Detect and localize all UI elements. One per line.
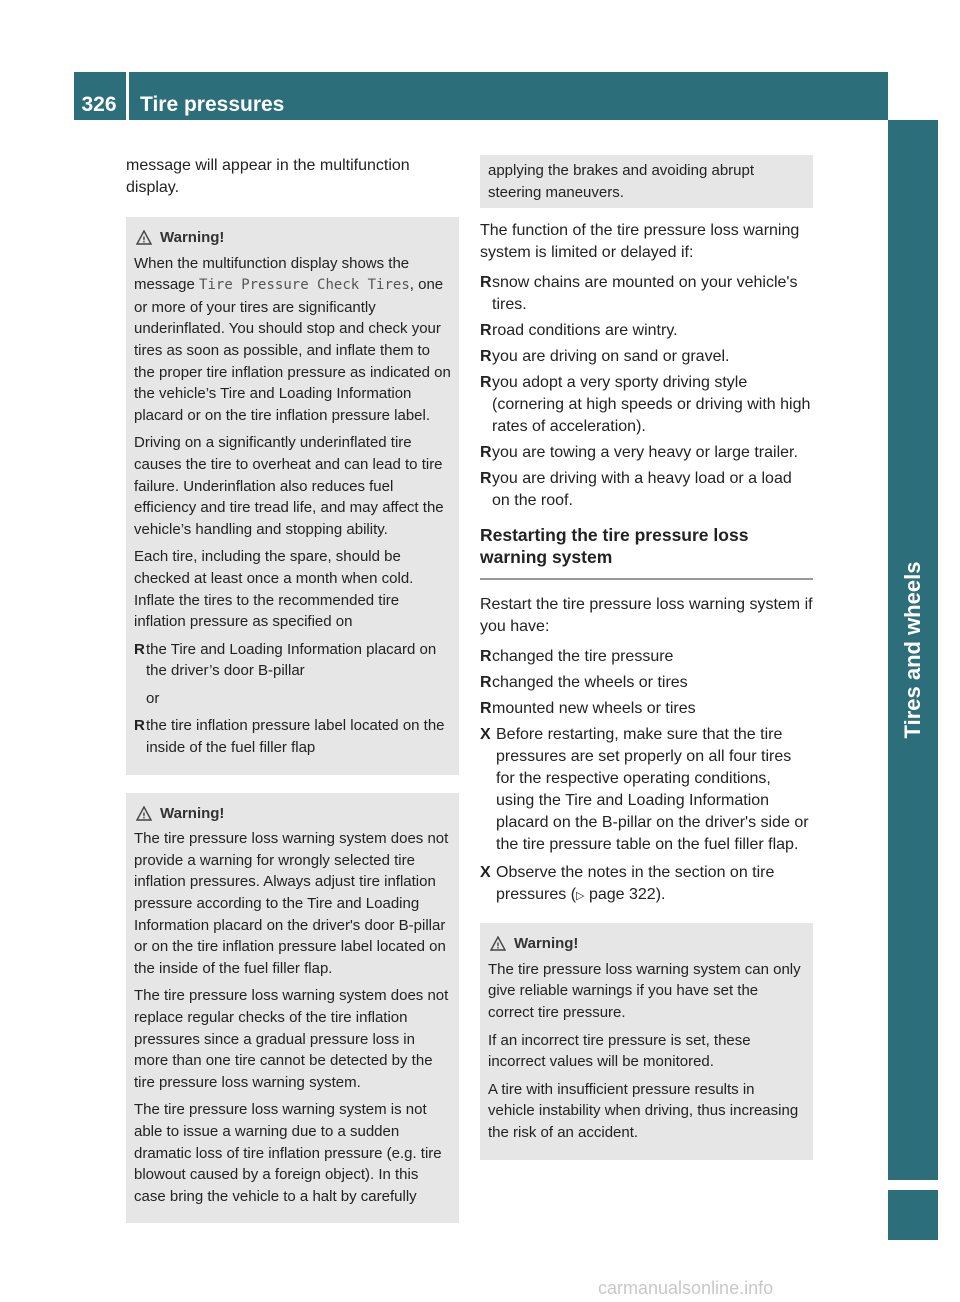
warning-paragraph: applying the brakes and avoiding abrupt steering maneuvers. xyxy=(488,162,755,201)
list-item: R snow chains are mounted on your vehicle's tires. xyxy=(480,274,798,314)
svg-text:!: ! xyxy=(496,941,500,951)
page-reference-link[interactable]: page 322 xyxy=(588,886,656,904)
page-title: Tire pressures xyxy=(140,93,285,116)
list-item: R you are driving with a heavy load or a load on the roof. xyxy=(480,470,792,510)
warning-paragraph: Driving on a significantly underinflated tire causes the tire to overheat and can lead to tire failure. Underinflation also reduces fuel efficiency and tire tread life, and may affect the vehicle’s handling and stopping ability. xyxy=(134,434,444,538)
list-item: R the tire inflation pressure label located on the inside of the fuel filler flap xyxy=(134,717,445,757)
list-item: R the Tire and Loading Information placard on the driver’s door B-pillar xyxy=(134,640,437,680)
warning-triangle-icon xyxy=(136,806,152,821)
warning-paragraph: The tire pressure loss warning system does not replace regular checks of the tire inflation pressures since a gradual pressure loss in more than one tire cannot be detected by the tire pressure loss warning system. xyxy=(134,987,449,1091)
warning-paragraph: If an incorrect tire pressure is set, these incorrect values will be monitored. xyxy=(488,1031,751,1071)
or-text: or xyxy=(146,689,160,707)
list-item: R changed the wheels or tires xyxy=(480,674,688,692)
page-header xyxy=(74,72,888,120)
warning-continuation-box xyxy=(480,155,813,208)
warning-triangle-icon xyxy=(490,936,506,951)
list-item: R you are towing a very heavy or large trailer. xyxy=(480,444,798,462)
warning-box-1 xyxy=(126,217,459,775)
warning-paragraph: A tire with insufficient pressure results in vehicle instability when driving, thus increasing the risk of an accident. xyxy=(488,1080,799,1141)
left-column xyxy=(126,155,459,1237)
svg-text:!: ! xyxy=(142,811,146,821)
page-ref-arrow-icon: ▷ xyxy=(576,890,585,903)
warning-paragraph: The tire pressure loss warning system is not able to issue a warning due to a sudden dramatic loss of tire inflation pressure (e.g. tire blowout caused by a foreign object). In this case bring the vehicle to a halt by carefully xyxy=(134,1101,442,1205)
chapter-label: Tires and wheels xyxy=(900,561,925,739)
warning-paragraph: The tire pressure loss warning system does not provide a warning for wrongly selected tire inflation pressures. Always adjust tire inflation pressure according to the Tire and Loading Information placard on the driver's door B-pillar or on the tire inflation pressure label located on the inside of the fuel filler flap. xyxy=(134,830,449,977)
list-item: R you are driving on sand or gravel. xyxy=(480,348,730,366)
warning-box-3 xyxy=(480,923,813,1159)
warning-paragraph: The tire pressure loss warning system can only give reliable warnings if you have set the correct tire pressure. xyxy=(488,960,801,1021)
list-item: R mounted new wheels or tires xyxy=(480,700,696,718)
step-arrow-icon: X xyxy=(480,726,491,744)
intro-text: message will appear in the multifunction display. xyxy=(126,157,410,196)
warning-title: Warning! xyxy=(160,229,225,246)
warning-title: Warning! xyxy=(160,804,225,822)
warning-triangle-icon xyxy=(136,230,152,245)
warning-box-2 xyxy=(126,793,459,1224)
list-item: R changed the tire pressure xyxy=(480,648,674,666)
watermark: carmanualsonline.info xyxy=(598,1278,774,1298)
display-message-code: Tire Pressure Check Tires xyxy=(199,277,410,294)
right-column xyxy=(480,155,813,1174)
list-item: R road conditions are wintry. xyxy=(480,322,678,340)
warning-paragraph: When the multifunction display shows the message Tire Pressure Check Tires, one or more of your tires are significantly underinflated. You should stop and check your tires as soon as possible, and inflate them to the proper tire inflation pressure as indicated on the vehicle’s Tire and Loading Information placard or on the tire inflation pressure label. xyxy=(134,254,451,424)
limited-intro: The function of the tire pressure loss warning system is limited or delayed if: xyxy=(480,222,800,262)
warning-paragraph: Each tire, including the spare, should be checked at least once a month when cold. Inflate the tires to the recommended tire inflation pressure as specified on xyxy=(134,548,414,631)
chapter-marker xyxy=(888,1190,938,1240)
svg-text:!: ! xyxy=(142,235,146,245)
restart-intro: Restart the tire pressure loss warning system if you have: xyxy=(480,596,813,636)
list-item: R you adopt a very sporty driving style (cornering at high speeds or driving with high rates of acceleration). xyxy=(480,374,811,436)
section-heading: Restarting the tire pressure loss warning system xyxy=(480,524,813,580)
instruction-step: X Before restarting, make sure that the tire pressures are set properly on all four tires for the respective operating conditions, using the Tire and Loading Information placard on the B-pillar on the driver's side or the tire pressure table on the fuel filler flap. xyxy=(480,724,813,856)
warning-title: Warning! xyxy=(514,935,579,953)
chapter-side-tab xyxy=(888,120,938,1180)
header-separator xyxy=(126,72,129,120)
page-number: 326 xyxy=(81,93,117,116)
step-arrow-icon: X xyxy=(480,864,491,882)
instruction-step: X Observe the notes in the section on tire pressures (▷ page 322). xyxy=(480,862,813,907)
